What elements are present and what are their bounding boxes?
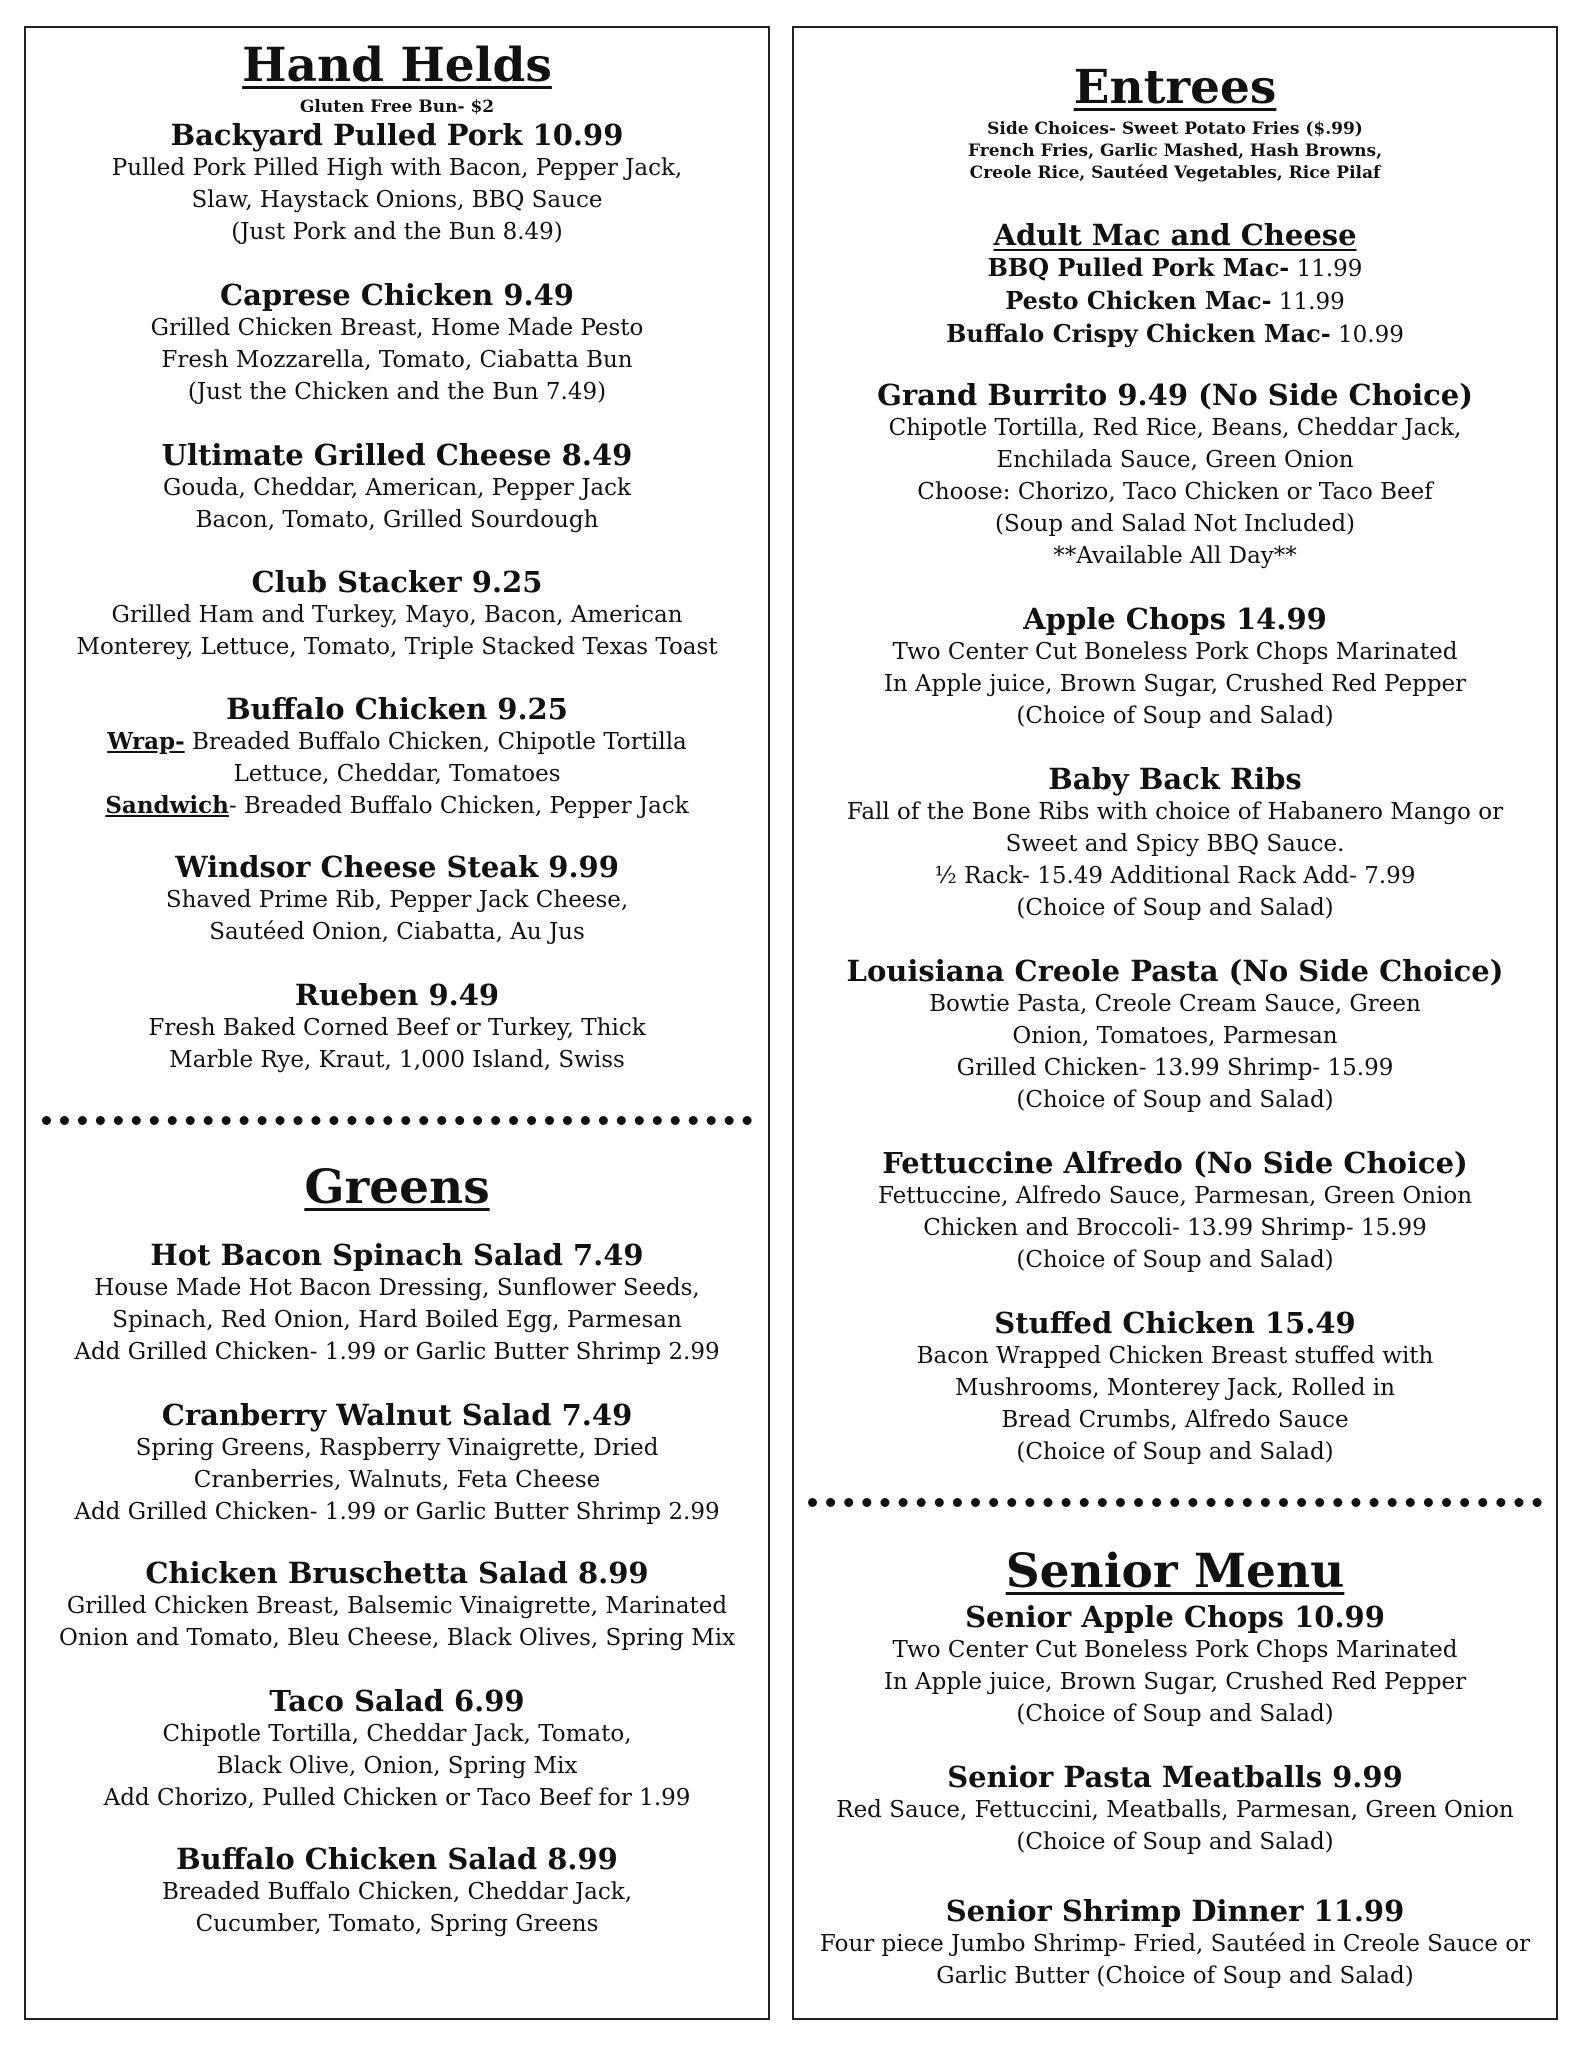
menu-item: [26, 278, 768, 408]
menu-item: [794, 1894, 1556, 1992]
menu-item: [794, 954, 1556, 1116]
item-desc-line: Onion, Tomatoes, Parmesan: [1012, 1023, 1338, 1049]
mac-name: Buffalo Crispy Chicken Mac-: [946, 319, 1331, 348]
item-desc-line: Lettuce, Cheddar, Tomatoes: [233, 761, 561, 787]
menu-item: [26, 118, 768, 248]
item-desc-line: Marble Rye, Kraut, 1,000 Island, Swiss: [169, 1047, 625, 1073]
item-desc-line: Cranberries, Walnuts, Feta Cheese: [193, 1467, 601, 1493]
entrees-title: Entrees: [1073, 60, 1277, 115]
wrap-label: Wrap-: [107, 728, 185, 755]
item-desc-line: Enchilada Sauce, Green Onion: [996, 447, 1354, 473]
menu-item: [26, 1556, 768, 1654]
item-desc-line: Bacon Wrapped Chicken Breast stuffed with: [916, 1343, 1434, 1369]
side-choices-line: Side Choices- Sweet Potato Fries ($.99): [987, 119, 1363, 139]
item-desc-line: Onion and Tomato, Bleu Cheese, Black Olives, Spring Mix: [58, 1625, 736, 1651]
item-title: Windsor Cheese Steak 9.99: [175, 850, 619, 884]
menu-item: [26, 565, 768, 663]
mac-row: [794, 318, 1556, 351]
item-desc-line: (Choice of Soup and Salad): [1016, 1087, 1334, 1113]
gluten-free-note: Gluten Free Bun- $2: [299, 97, 495, 117]
item-desc-line: Slaw, Haystack Onions, BBQ Sauce: [191, 187, 603, 213]
item-title: Louisiana Creole Pasta (No Side Choice): [846, 954, 1504, 988]
item-title: Backyard Pulled Pork 10.99: [170, 118, 624, 152]
item-title: Senior Shrimp Dinner 11.99: [945, 1894, 1405, 1928]
senior-menu-title: Senior Menu: [1005, 1544, 1345, 1599]
item-desc-line: Cucumber, Tomato, Spring Greens: [195, 1911, 599, 1937]
item-title: Club Stacker 9.25: [251, 565, 543, 599]
menu-item: [794, 378, 1556, 572]
item-title: Hot Bacon Spinach Salad 7.49: [150, 1238, 644, 1272]
menu-item: [794, 602, 1556, 732]
mac-heading: Adult Mac and Cheese: [993, 218, 1357, 252]
item-desc-line: Chicken and Broccoli- 13.99 Shrimp- 15.99: [923, 1215, 1427, 1241]
item-title: Baby Back Ribs: [1048, 762, 1302, 796]
item-desc-line: Fresh Mozzarella, Tomato, Ciabatta Bun: [161, 347, 633, 373]
menu-item: [26, 1398, 768, 1528]
hand-helds-title: Hand Helds: [242, 38, 552, 93]
item-desc-line: Add Grilled Chicken- 1.99 or Garlic Butter Shrimp 2.99: [74, 1499, 720, 1525]
side-choices-line: Creole Rice, Sautéed Vegetables, Rice Pilaf: [969, 163, 1381, 183]
item-desc-line: Chipotle Tortilla, Red Rice, Beans, Cheddar Jack,: [888, 415, 1462, 441]
item-desc-line: (Choice of Soup and Salad): [1016, 1701, 1334, 1727]
item-desc-line: Breaded Buffalo Chicken, Cheddar Jack,: [161, 1879, 633, 1905]
item-desc-line: Mushrooms, Monterey Jack, Rolled in: [955, 1375, 1395, 1401]
item-desc-line: Bacon, Tomato, Grilled Sourdough: [195, 507, 599, 533]
item-desc-line: Red Sauce, Fettuccini, Meatballs, Parmesan, Green Onion: [836, 1797, 1514, 1823]
menu-item: [794, 1600, 1556, 1730]
item-desc-line: Black Olive, Onion, Spring Mix: [216, 1753, 578, 1779]
item-desc-line: In Apple juice, Brown Sugar, Crushed Red Pepper: [883, 1669, 1467, 1695]
item-title: Senior Apple Chops 10.99: [965, 1600, 1385, 1634]
item-title: Grand Burrito 9.49 (No Side Choice): [877, 378, 1473, 412]
right-menu-panel: [792, 26, 1558, 2020]
item-desc-line: (Choice of Soup and Salad): [1016, 895, 1334, 921]
mac-price: 11.99: [1289, 256, 1363, 282]
sandwich-text: - Breaded Buffalo Chicken, Pepper Jack: [228, 793, 689, 819]
menu-item: [26, 1684, 768, 1814]
item-title: Caprese Chicken 9.49: [220, 278, 574, 312]
item-title: Buffalo Chicken Salad 8.99: [176, 1842, 618, 1876]
mac-row: [794, 285, 1556, 318]
item-desc-line: **Available All Day**: [1053, 543, 1297, 569]
menu-item: [794, 1760, 1556, 1858]
item-desc-line: Fall of the Bone Ribs with choice of Habanero Mango or: [846, 799, 1504, 825]
item-desc-line: Add Grilled Chicken- 1.99 or Garlic Butter Shrimp 2.99: [74, 1339, 720, 1365]
item-desc-line: Grilled Ham and Turkey, Mayo, Bacon, American: [111, 602, 683, 628]
item-title: Taco Salad 6.99: [269, 1684, 525, 1718]
item-desc-line: Choose: Chorizo, Taco Chicken or Taco Beef: [917, 479, 1433, 505]
menu-item: [26, 978, 768, 1076]
menu-item: [26, 1238, 768, 1368]
item-desc-line: (Choice of Soup and Salad): [1016, 1439, 1334, 1465]
menu-item: [26, 1842, 768, 1940]
item-desc-line: Bread Crumbs, Alfredo Sauce: [1001, 1407, 1349, 1433]
item-desc-line: Shaved Prime Rib, Pepper Jack Cheese,: [165, 887, 629, 913]
item-title: Ultimate Grilled Cheese 8.49: [161, 438, 633, 472]
left-menu-panel: [24, 26, 770, 2020]
mac-price: 10.99: [1330, 322, 1404, 348]
item-desc-line: Garlic Butter (Choice of Soup and Salad): [936, 1963, 1414, 1989]
mac-row: [794, 252, 1556, 285]
item-title: Apple Chops 14.99: [1023, 602, 1327, 636]
item-desc-line: (Just Pork and the Bun 8.49): [231, 219, 563, 245]
item-desc-line: (Just the Chicken and the Bun 7.49): [187, 379, 607, 405]
item-desc-line: ½ Rack- 15.49 Additional Rack Add- 7.99: [934, 863, 1416, 889]
item-desc-line: (Soup and Salad Not Included): [994, 511, 1356, 537]
item-desc-line: Pulled Pork Pilled High with Bacon, Pepper Jack,: [111, 155, 683, 181]
item-desc-line: Four piece Jumbo Shrimp- Fried, Sautéed in Creole Sauce or: [819, 1931, 1531, 1957]
mac-price: 11.99: [1271, 289, 1345, 315]
item-title: Fettuccine Alfredo (No Side Choice): [882, 1146, 1468, 1180]
item-desc-line: (Choice of Soup and Salad): [1016, 1829, 1334, 1855]
item-desc-line: Spring Greens, Raspberry Vinaigrette, Dried: [135, 1435, 659, 1461]
item-desc-line: Grilled Chicken- 13.99 Shrimp- 15.99: [956, 1055, 1394, 1081]
mac-and-cheese-block: [794, 218, 1556, 351]
item-title: Rueben 9.49: [294, 978, 500, 1012]
menu-item: [26, 438, 768, 536]
item-desc-line: Monterey, Lettuce, Tomato, Triple Stacked Texas Toast: [76, 634, 718, 660]
item-desc-line: Grilled Chicken Breast, Home Made Pesto: [150, 315, 644, 341]
item-desc-line: Bowtie Pasta, Creole Cream Sauce, Green: [929, 991, 1421, 1017]
item-desc-line: Grilled Chicken Breast, Balsemic Vinaigrette, Marinated: [66, 1593, 728, 1619]
item-desc-line: (Choice of Soup and Salad): [1016, 703, 1334, 729]
menu-item: [794, 1146, 1556, 1276]
sandwich-label: Sandwich: [105, 792, 229, 819]
item-desc-line: In Apple juice, Brown Sugar, Crushed Red Pepper: [883, 671, 1467, 697]
item-desc-line: Spinach, Red Onion, Hard Boiled Egg, Parmesan: [112, 1307, 682, 1333]
item-title: Chicken Bruschetta Salad 8.99: [145, 1556, 649, 1590]
menu-item: [794, 762, 1556, 924]
side-choices-line: French Fries, Garlic Mashed, Hash Browns,: [968, 141, 1382, 161]
item-desc-line: Sweet and Spicy BBQ Sauce.: [1005, 831, 1345, 857]
item-desc-line: Gouda, Cheddar, American, Pepper Jack: [163, 475, 631, 501]
item-title: Buffalo Chicken 9.25: [226, 692, 568, 726]
section-divider: [808, 1498, 1542, 1507]
item-desc-line: Two Center Cut Boneless Pork Chops Marinated: [892, 1637, 1458, 1663]
wrap-text: Breaded Buffalo Chicken, Chipotle Tortilla: [184, 729, 687, 755]
item-desc-line: [26, 790, 768, 822]
menu-item: [794, 1306, 1556, 1468]
item-desc-line: Fresh Baked Corned Beef or Turkey, Thick: [148, 1015, 646, 1041]
item-desc-line: Chipotle Tortilla, Cheddar Jack, Tomato,: [162, 1721, 632, 1747]
item-title: Senior Pasta Meatballs 9.99: [947, 1760, 1403, 1794]
item-title: Stuffed Chicken 15.49: [994, 1306, 1356, 1340]
mac-name: BBQ Pulled Pork Mac-: [987, 253, 1290, 282]
item-desc-line: Sautéed Onion, Ciabatta, Au Jus: [209, 919, 585, 945]
item-desc-line: [26, 726, 768, 758]
item-desc-line: House Made Hot Bacon Dressing, Sunflower Seeds,: [94, 1275, 700, 1301]
menu-item: [26, 850, 768, 948]
side-choices-note: [794, 118, 1556, 184]
item-desc-line: Add Chorizo, Pulled Chicken or Taco Beef for 1.99: [103, 1785, 691, 1811]
item-desc-line: (Choice of Soup and Salad): [1016, 1247, 1334, 1273]
item-desc-line: Two Center Cut Boneless Pork Chops Marinated: [892, 639, 1458, 665]
greens-title: Greens: [304, 1160, 490, 1215]
mac-name: Pesto Chicken Mac-: [1005, 286, 1272, 315]
item-desc-line: Fettuccine, Alfredo Sauce, Parmesan, Green Onion: [877, 1183, 1473, 1209]
section-divider: [42, 1116, 752, 1125]
item-title: Cranberry Walnut Salad 7.49: [161, 1398, 633, 1432]
menu-item: [26, 692, 768, 822]
